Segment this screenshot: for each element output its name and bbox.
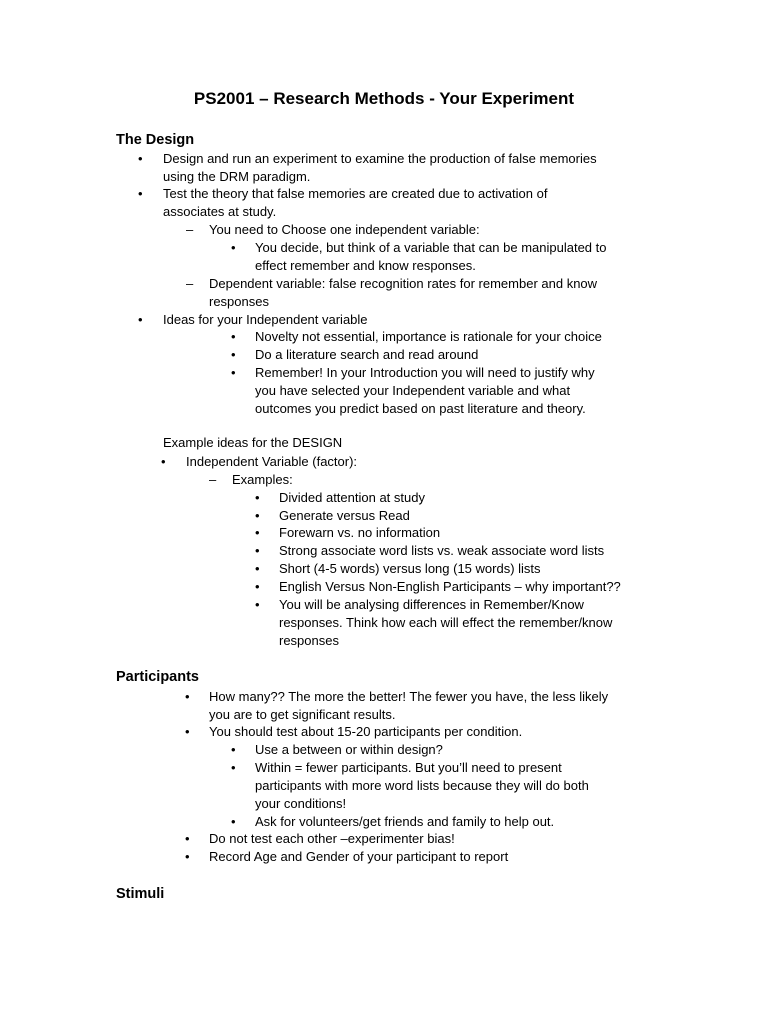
participants-sub-2-line-1: Within = fewer participants. But you’ll need to present: [255, 760, 562, 775]
bullet-icon: •: [255, 597, 260, 612]
examples-label: Examples:: [232, 472, 293, 487]
design-bullet-2-line-1: Test the theory that false memories are created due to activation of: [163, 186, 548, 201]
dash-icon: –: [209, 472, 217, 487]
design-ideas-item-2: Do a literature search and read around: [255, 347, 479, 362]
example-item: Generate versus Read: [279, 508, 410, 523]
example-item: Forewarn vs. no information: [279, 525, 441, 540]
participants-item-2: You should test about 15-20 participants per condition.: [209, 724, 523, 739]
design-ideas-item-1: Novelty not essential, importance is rationale for your choice: [255, 329, 602, 344]
bullet-icon: •: [138, 151, 143, 166]
bullet-icon: •: [255, 579, 260, 594]
bullet-icon: •: [231, 760, 236, 775]
stimuli-heading: Stimuli: [116, 886, 165, 902]
design-bullet-1-line-1: Design and run an experiment to examine the production of false memories: [163, 151, 597, 166]
participants-item-3: Do not test each other –experimenter bias!: [209, 831, 455, 846]
bullet-icon: •: [138, 186, 143, 201]
participants-sub-3: Ask for volunteers/get friends and family to help out.: [255, 814, 555, 829]
design-dash-2-line-1: Dependent variable: false recognition rates for remember and know: [209, 276, 598, 291]
bullet-icon: •: [231, 240, 236, 255]
bullet-icon: •: [255, 525, 260, 540]
participants-sub-2-line-2: participants with more word lists because they will do both: [255, 778, 589, 793]
bullet-icon: •: [231, 814, 236, 829]
bullet-icon: •: [231, 329, 236, 344]
bullet-icon: •: [185, 724, 190, 739]
design-bullet-1-line-2: using the DRM paradigm.: [163, 169, 311, 184]
bullet-icon: •: [231, 742, 236, 757]
example-item: Strong associate word lists vs. weak associate word lists: [279, 543, 605, 558]
design-heading: The Design: [116, 132, 195, 148]
bullet-icon: •: [231, 365, 236, 380]
dash-icon: –: [186, 276, 194, 291]
example-last-line-3: responses: [279, 633, 339, 648]
design-bullet-2-line-2: associates at study.: [163, 204, 277, 219]
participants-item-1-line-2: you are to get significant results.: [209, 707, 396, 722]
document-title: PS2001 – Research Methods - Your Experiment: [193, 89, 575, 108]
bullet-icon: •: [185, 689, 190, 704]
design-dash-1-sub-line-1: You decide, but think of a variable that can be manipulated to: [255, 240, 607, 255]
example-last-line-2: responses. Think how each will effect the remember/know: [279, 615, 613, 630]
design-dash-1-sub-line-2: effect remember and know responses.: [255, 258, 476, 273]
dash-icon: –: [186, 222, 194, 237]
examples-iv: Independent Variable (factor):: [186, 454, 358, 469]
participants-heading: Participants: [116, 669, 199, 685]
design-bullet-3: Ideas for your Independent variable: [163, 312, 368, 327]
example-item: Divided attention at study: [279, 490, 425, 505]
bullet-icon: •: [161, 454, 166, 469]
bullet-icon: •: [185, 849, 190, 864]
bullet-icon: •: [255, 508, 260, 523]
example-item: Short (4-5 words) versus long (15 words) lists: [279, 561, 541, 576]
participants-sub-1: Use a between or within design?: [255, 742, 443, 757]
design-dash-1: You need to Choose one independent variable:: [209, 222, 480, 237]
design-ideas-item-3-line-1: Remember! In your Introduction you will need to justify why: [255, 365, 595, 380]
example-item: English Versus Non-English Participants – why important??: [279, 579, 621, 594]
bullet-icon: •: [255, 490, 260, 505]
design-dash-2-line-2: responses: [209, 294, 269, 309]
bullet-icon: •: [231, 347, 236, 362]
design-ideas-item-3-line-3: outcomes you predict based on past literature and theory.: [255, 401, 586, 416]
bullet-icon: •: [255, 543, 260, 558]
bullet-icon: •: [138, 312, 143, 327]
participants-sub-2-line-3: your conditions!: [255, 796, 347, 811]
design-ideas-item-3-line-2: you have selected your Independent variable and what: [255, 383, 571, 398]
bullet-icon: •: [255, 561, 260, 576]
bullet-icon: •: [185, 831, 190, 846]
examples-intro: Example ideas for the DESIGN: [163, 435, 343, 450]
example-last-line-1: You will be analysing differences in Remember/Know: [279, 597, 584, 612]
participants-item-1-line-1: How many?? The more the better! The fewer you have, the less likely: [209, 689, 609, 704]
participants-item-4: Record Age and Gender of your participant to report: [209, 849, 509, 864]
